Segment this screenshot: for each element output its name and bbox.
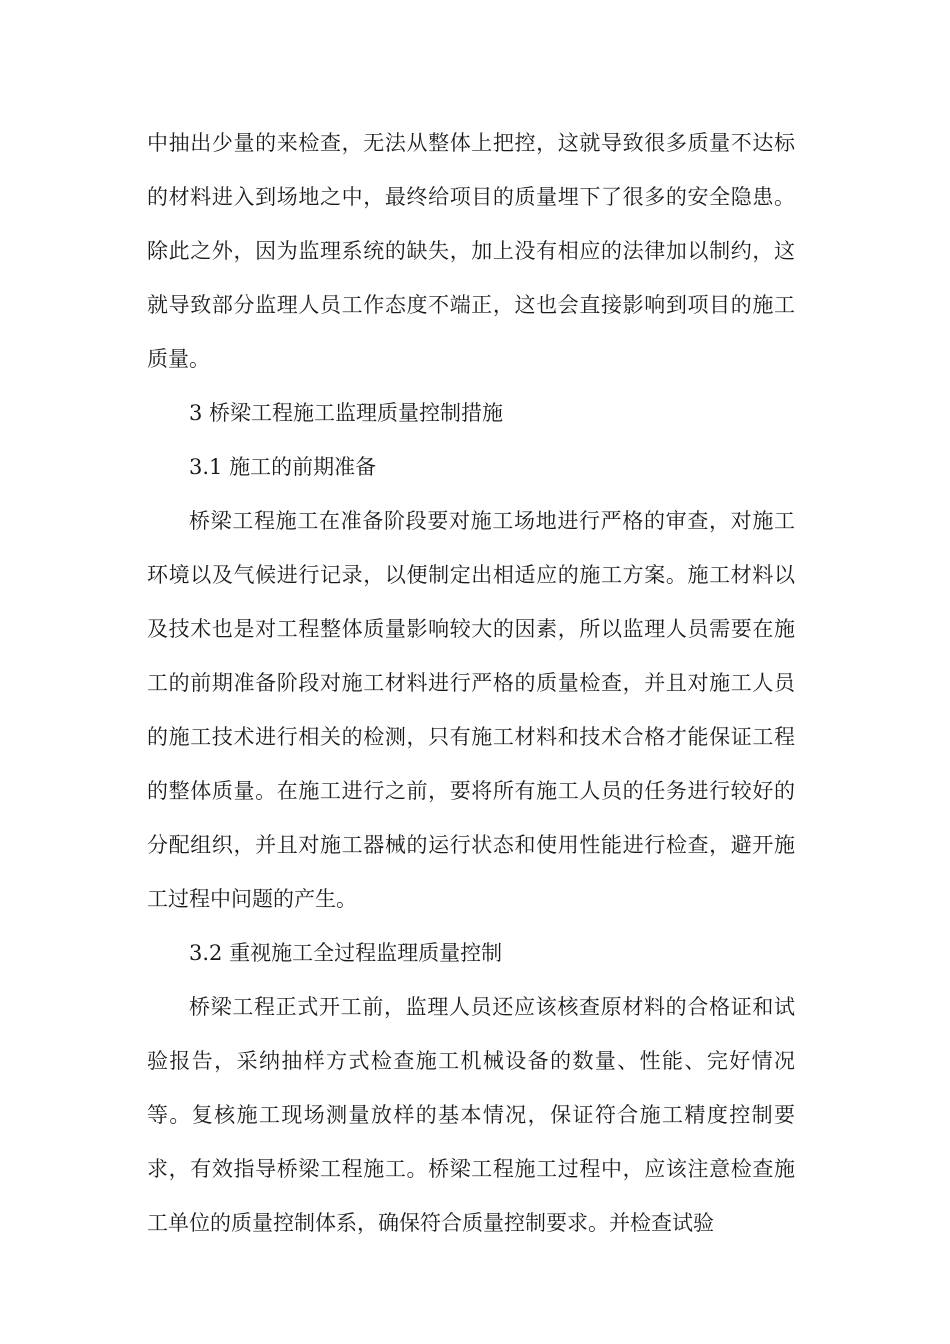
- document-page: [147, 116, 795, 1250]
- section-heading-3: 3 桥梁工程施工监理质量控制措施: [189, 401, 504, 425]
- body-paragraph-1: 中抽出少量的来检查，无法从整体上把控，这就导致很多质量不达标的材料进入到场地之中，最终给项目的质量埋下了很多的安全隐患。除此之外，因为监理系统的缺失，加上没有相应的法律加以制约，这就导致部分监理人员工作态度不端正，这也会直接影响到项目的施工质量。: [147, 131, 795, 371]
- subsection-heading-3-1: 3.1 施工的前期准备: [189, 455, 377, 479]
- subsection-heading-3-2: 3.2 重视施工全过程监理质量控制: [189, 941, 503, 965]
- body-paragraph-3: 桥梁工程正式开工前，监理人员还应该核查原材料的合格证和试验报告，采纳抽样方式检查施工机械设备的数量、性能、完好情况等。复核施工现场测量放样的基本情况，保证符合施工精度控制要求，有效指导桥梁工程施工。桥梁工程施工过程中，应该注意检查施工单位的质量控制体系，确保符合质量控制要求。并检查试验: [147, 995, 795, 1235]
- body-paragraph-2: 桥梁工程施工在准备阶段要对施工场地进行严格的审查，对施工环境以及气候进行记录，以便制定出相适应的施工方案。施工材料以及技术也是对工程整体质量影响较大的因素，所以监理人员需要在施工的前期准备阶段对施工材料进行严格的质量检查，并且对施工人员的施工技术进行相关的检测，只有施工材料和技术合格才能保证工程的整体质量。在施工进行之前，要将所有施工人员的任务进行较好的分配组织，并且对施工器械的运行状态和使用性能进行检查，避开施工过程中问题的产生。: [147, 509, 795, 911]
